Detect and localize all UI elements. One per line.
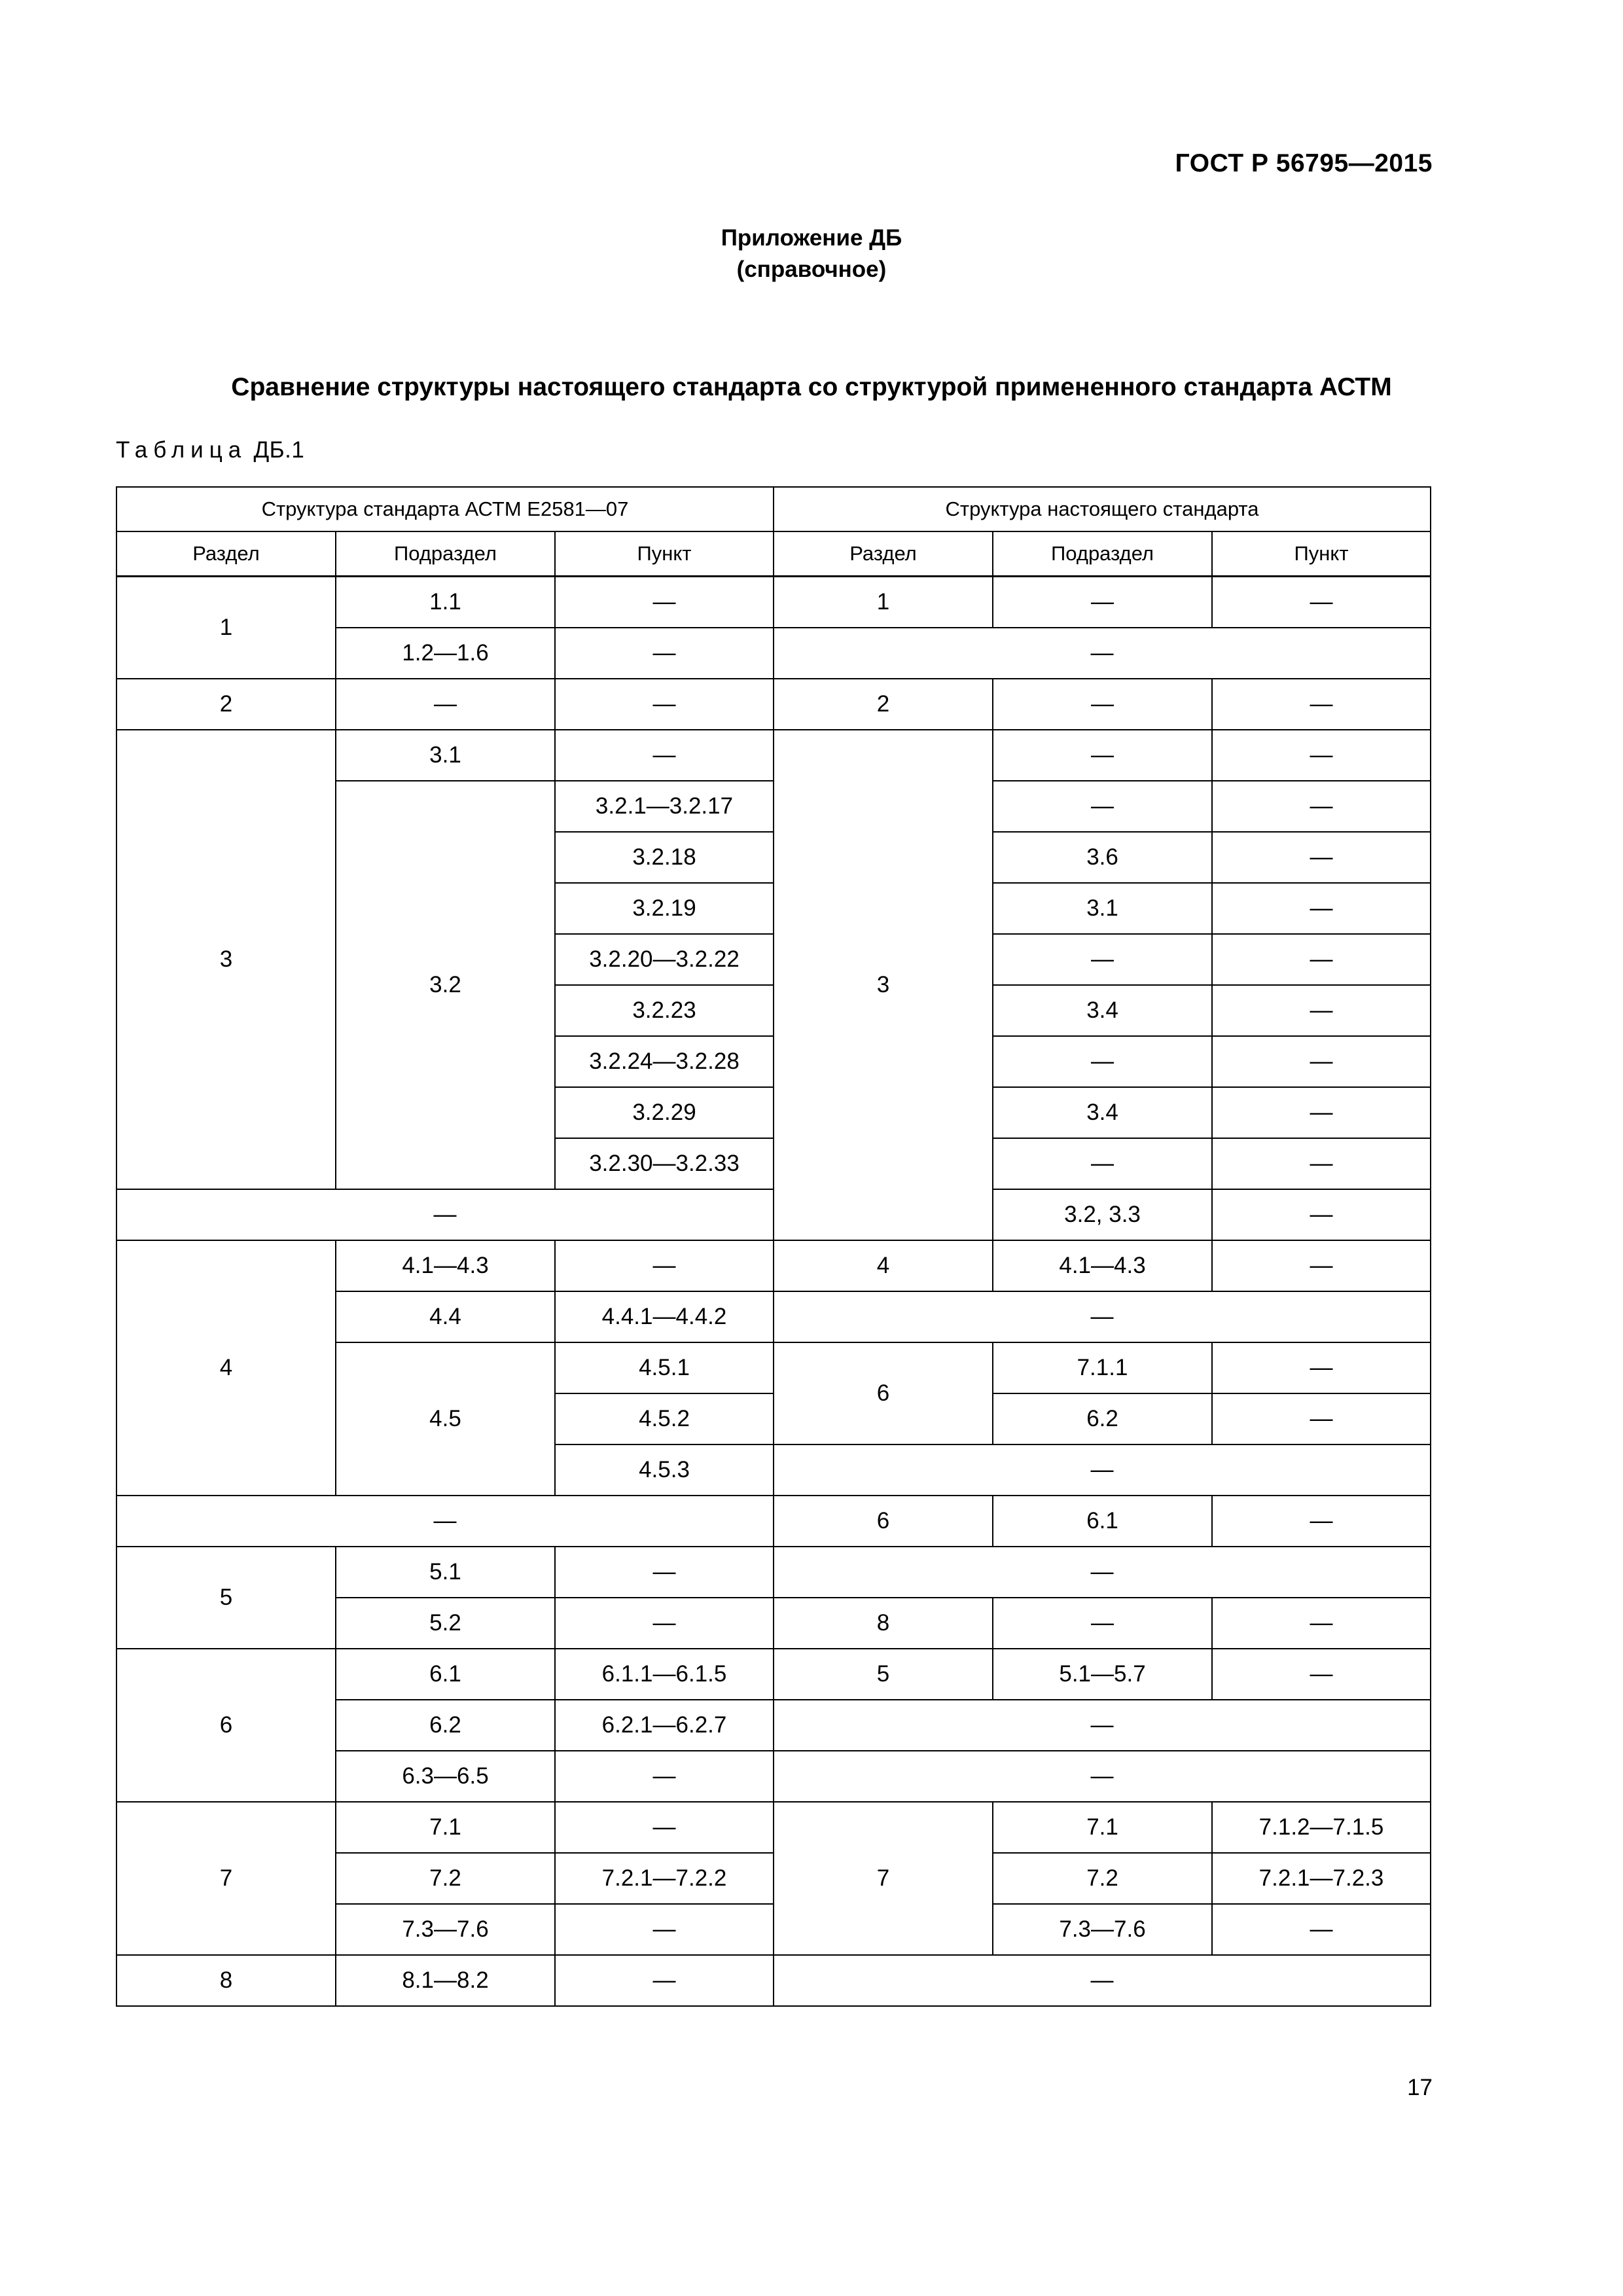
table-cell: — xyxy=(555,1802,774,1853)
table-cell: 6.2 xyxy=(993,1393,1212,1444)
table-cell: — xyxy=(555,1751,774,1802)
table-cell: 3 xyxy=(774,730,993,1240)
column-header-clause-current: Пункт xyxy=(1212,531,1431,577)
table-cell: 3.2.30—3.2.33 xyxy=(555,1138,774,1189)
table-cell: — xyxy=(555,628,774,679)
table-cell: 6.1.1—6.1.5 xyxy=(555,1649,774,1700)
table-cell: — xyxy=(555,679,774,730)
document-code: ГОСТ Р 56795—2015 xyxy=(1175,149,1433,177)
table-cell: — xyxy=(1212,577,1431,628)
table-cell: 3.1 xyxy=(336,730,555,781)
table-cell: — xyxy=(1212,832,1431,883)
table-row xyxy=(116,1240,1431,1291)
table-row xyxy=(116,1955,1431,2006)
table-cell: — xyxy=(1212,1087,1431,1138)
table-cell: 1.1 xyxy=(336,577,555,628)
table-cell: — xyxy=(555,1904,774,1955)
table-cell: 3.2.1—3.2.17 xyxy=(555,781,774,832)
table-cell: 7.1 xyxy=(336,1802,555,1853)
table-group-header-row xyxy=(116,487,1431,531)
table-cell: — xyxy=(1212,1598,1431,1649)
table-cell: — xyxy=(116,1496,774,1547)
table-cell: 4.1—4.3 xyxy=(993,1240,1212,1291)
comparison-table xyxy=(116,486,1431,2007)
table-cell: — xyxy=(1212,1904,1431,1955)
table-cell: 3.2 xyxy=(336,781,555,1189)
table-cell: — xyxy=(555,1240,774,1291)
table-cell: 7.2.1—7.2.3 xyxy=(1212,1853,1431,1904)
table-cell: 3.2.20—3.2.22 xyxy=(555,934,774,985)
table-cell: 3.4 xyxy=(993,985,1212,1036)
table-cell: — xyxy=(1212,985,1431,1036)
table-cell: — xyxy=(1212,679,1431,730)
table-cell: 4.5 xyxy=(336,1342,555,1496)
table-cell: 2 xyxy=(774,679,993,730)
table-cell: 2 xyxy=(116,679,336,730)
table-cell: 7.3—7.6 xyxy=(993,1904,1212,1955)
table-cell: 3.2.19 xyxy=(555,883,774,934)
table-cell: 1.2—1.6 xyxy=(336,628,555,679)
table-cell: 6.2.1—6.2.7 xyxy=(555,1700,774,1751)
table-cell: — xyxy=(1212,1496,1431,1547)
table-cell: 6.1 xyxy=(336,1649,555,1700)
table-cell: — xyxy=(1212,1649,1431,1700)
table-cell: — xyxy=(774,1955,1431,2006)
table-cell: — xyxy=(1212,1393,1431,1444)
table-cell: 4.1—4.3 xyxy=(336,1240,555,1291)
group-header-astm: Структура стандарта АСТМ Е2581—07 xyxy=(116,487,774,531)
table-cell: 5.2 xyxy=(336,1598,555,1649)
table-cell: — xyxy=(555,730,774,781)
table-caption xyxy=(116,437,304,463)
table-cell: — xyxy=(336,679,555,730)
table-cell: 7.3—7.6 xyxy=(336,1904,555,1955)
table-cell: 4.5.1 xyxy=(555,1342,774,1393)
table-cell: 3.6 xyxy=(993,832,1212,883)
table-cell: 3.2.18 xyxy=(555,832,774,883)
table-cell: — xyxy=(1212,1036,1431,1087)
table-cell: — xyxy=(993,1138,1212,1189)
table-cell: 7.2 xyxy=(336,1853,555,1904)
table-cell: 4 xyxy=(774,1240,993,1291)
table-cell: — xyxy=(993,1598,1212,1649)
table-cell: — xyxy=(116,1189,774,1240)
table-cell: 7.2.1—7.2.2 xyxy=(555,1853,774,1904)
table-cell: — xyxy=(1212,934,1431,985)
table-cell: 3.2, 3.3 xyxy=(993,1189,1212,1240)
table-cell: — xyxy=(774,628,1431,679)
column-header-section-current: Раздел xyxy=(774,531,993,577)
table-row xyxy=(116,679,1431,730)
table-cell: 7.1.2—7.1.5 xyxy=(1212,1802,1431,1853)
table-cell: — xyxy=(993,934,1212,985)
table-cell: 7 xyxy=(116,1802,336,1955)
table-cell: — xyxy=(555,1598,774,1649)
table-cell: — xyxy=(1212,1138,1431,1189)
table-row xyxy=(116,1802,1431,1853)
appendix-subtitle: (справочное) xyxy=(736,257,887,282)
table-cell: 4.4 xyxy=(336,1291,555,1342)
table-cell: 5 xyxy=(116,1547,336,1649)
column-header-section-astm: Раздел xyxy=(116,531,336,577)
table-cell: 7.1 xyxy=(993,1802,1212,1853)
table-cell: 3.1 xyxy=(993,883,1212,934)
page-number: 17 xyxy=(1407,2075,1433,2100)
table-column-header-row xyxy=(116,531,1431,577)
table-cell: — xyxy=(774,1291,1431,1342)
table-cell: 7.1.1 xyxy=(993,1342,1212,1393)
column-header-clause-astm: Пункт xyxy=(555,531,774,577)
table-cell: 7 xyxy=(774,1802,993,1955)
table-cell: 6 xyxy=(116,1649,336,1802)
table-cell: — xyxy=(993,577,1212,628)
table-cell: 5.1—5.7 xyxy=(993,1649,1212,1700)
table-cell: 3 xyxy=(116,730,336,1189)
table-cell: 3.4 xyxy=(993,1087,1212,1138)
table-cell: — xyxy=(1212,883,1431,934)
table-cell: 1 xyxy=(116,577,336,679)
table-cell: 5 xyxy=(774,1649,993,1700)
table-row xyxy=(116,1649,1431,1700)
group-header-current: Структура настоящего стандарта xyxy=(774,487,1431,531)
table-cell: — xyxy=(555,1547,774,1598)
table-cell: — xyxy=(1212,781,1431,832)
table-caption-word: Таблица xyxy=(116,437,247,463)
table-cell: 1 xyxy=(774,577,993,628)
table-cell: 4 xyxy=(116,1240,336,1496)
table-cell: — xyxy=(555,577,774,628)
table-cell: 4.4.1—4.4.2 xyxy=(555,1291,774,1342)
table-cell: 8.1—8.2 xyxy=(336,1955,555,2006)
table-cell: 3.2.24—3.2.28 xyxy=(555,1036,774,1087)
table-cell: — xyxy=(1212,1240,1431,1291)
appendix-title: Приложение ДБ xyxy=(721,225,902,251)
table-cell: — xyxy=(1212,1189,1431,1240)
appendix-heading xyxy=(0,223,1623,285)
table-cell: 6 xyxy=(774,1496,993,1547)
table-cell: — xyxy=(774,1444,1431,1496)
table-cell: — xyxy=(1212,730,1431,781)
table-cell: 6.1 xyxy=(993,1496,1212,1547)
table-caption-id: ДБ.1 xyxy=(253,437,305,463)
table-cell: — xyxy=(1212,1342,1431,1393)
table-cell: 6.3—6.5 xyxy=(336,1751,555,1802)
table-cell: — xyxy=(774,1751,1431,1802)
table-row xyxy=(116,730,1431,781)
table-cell: — xyxy=(993,679,1212,730)
table-cell: 4.5.3 xyxy=(555,1444,774,1496)
table-cell: — xyxy=(993,781,1212,832)
table-cell: — xyxy=(555,1955,774,2006)
table-cell: 3.2.23 xyxy=(555,985,774,1036)
table-cell: — xyxy=(774,1547,1431,1598)
table-cell: 5.1 xyxy=(336,1547,555,1598)
table-cell: 6 xyxy=(774,1342,993,1444)
table-row xyxy=(116,1496,1431,1547)
page-title: Сравнение структуры настоящего стандарта со структурой примененного стандарта АСТМ xyxy=(231,373,1392,401)
table-row xyxy=(116,577,1431,628)
table-cell: 6.2 xyxy=(336,1700,555,1751)
table-cell: — xyxy=(774,1700,1431,1751)
table-cell: — xyxy=(993,1036,1212,1087)
table-cell: — xyxy=(993,730,1212,781)
table-cell: 4.5.2 xyxy=(555,1393,774,1444)
table-cell: 7.2 xyxy=(993,1853,1212,1904)
column-header-subsection-astm: Подраздел xyxy=(336,531,555,577)
table-cell: 8 xyxy=(774,1598,993,1649)
table-cell: 3.2.29 xyxy=(555,1087,774,1138)
table-cell: 8 xyxy=(116,1955,336,2006)
table-row xyxy=(116,1547,1431,1598)
column-header-subsection-current: Подраздел xyxy=(993,531,1212,577)
